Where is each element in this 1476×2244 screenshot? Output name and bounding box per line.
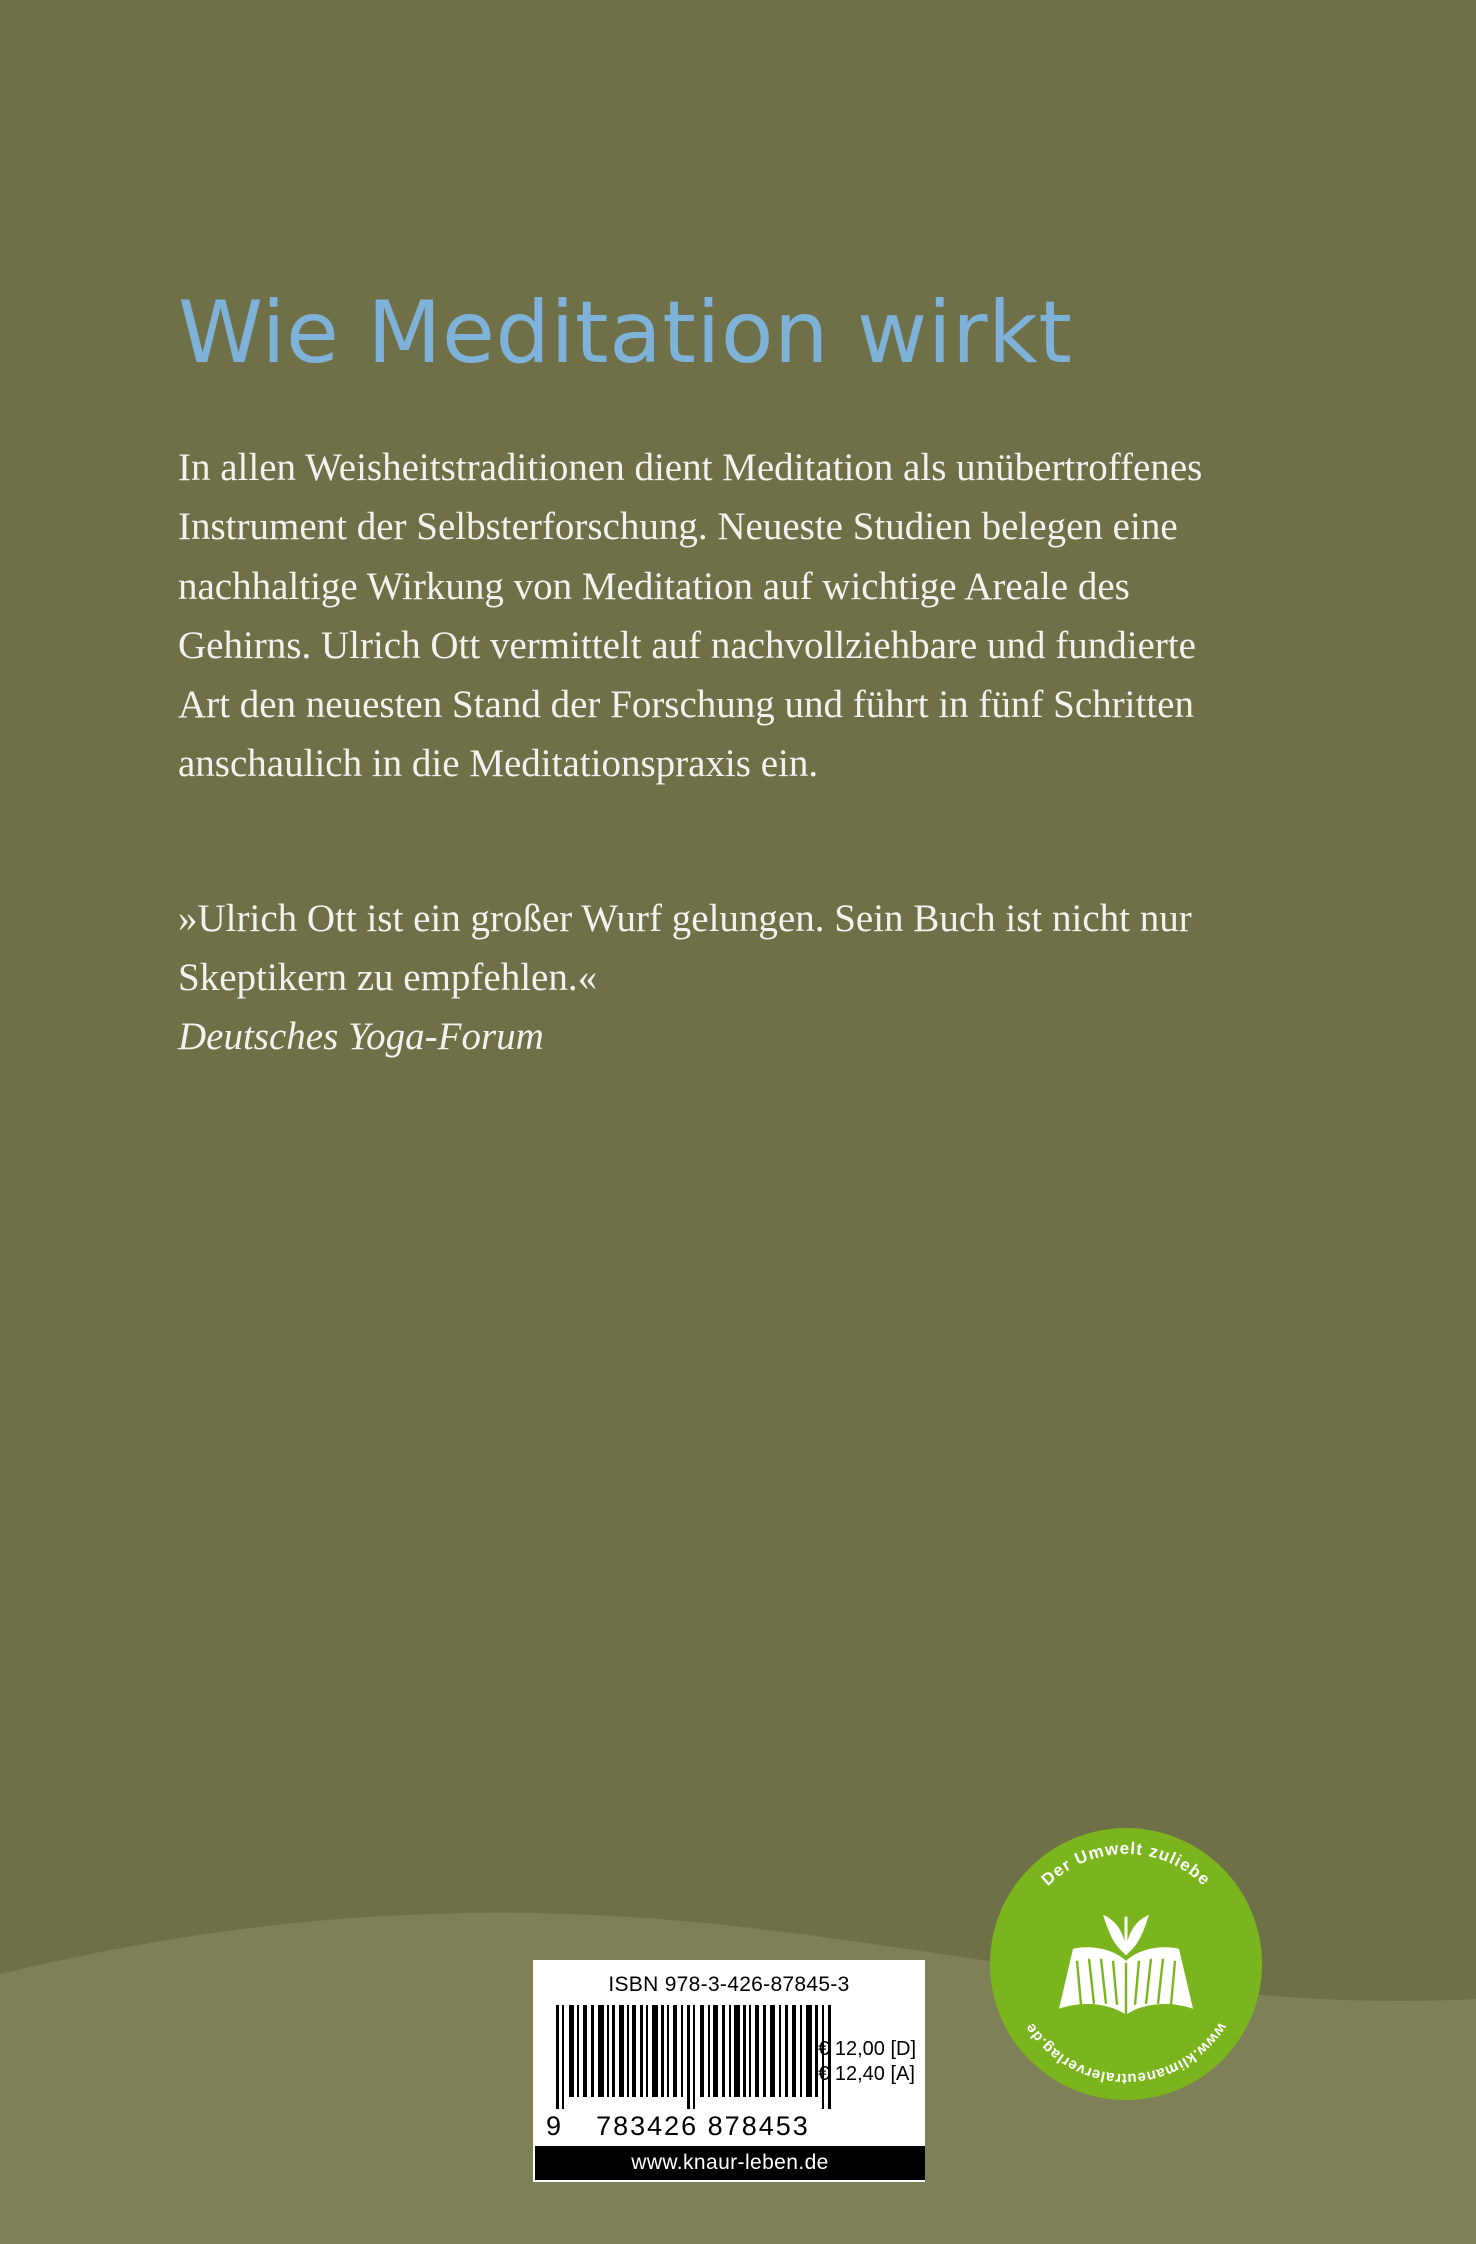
- barcode-icon: [542, 2005, 852, 2109]
- review-source: Deutsches Yoga-Forum: [178, 1015, 544, 1059]
- svg-text:www.klimaneutralerverlag.de: [1022, 2019, 1231, 2087]
- barcode-block: [533, 1960, 925, 2182]
- eco-seal-bottom-label: www.klimaneutralerverlag.de: [1021, 2019, 1231, 2088]
- barcode-digit-main: 783426 878453: [596, 2111, 810, 2141]
- svg-text:Der Umwelt zuliebe: [1038, 1839, 1215, 1890]
- open-book-with-leaf-icon: [1051, 1909, 1201, 2029]
- barcode-bars-group: [542, 2005, 852, 2141]
- page-title: Wie Meditation wirkt: [178, 283, 1073, 383]
- barcode-digit-prefix: 9: [546, 2111, 564, 2141]
- cover-text-content: [178, 283, 1298, 1066]
- price-germany: € 12,00 [D]: [818, 2038, 916, 2060]
- price-block: [818, 2037, 916, 2087]
- eco-seal-top-label: Der Umwelt zuliebe: [1037, 1838, 1215, 1890]
- barcode-digits: [542, 2111, 852, 2142]
- review-quote: »Ulrich Ott ist ein großer Wurf gelungen. Sein Buch ist nicht nur Skeptikern zu empfehlen.«: [178, 896, 1192, 999]
- quote-block: [178, 889, 1298, 1067]
- price-austria: € 12,40 [A]: [818, 2063, 915, 2085]
- publisher-url: www.knaur-leben.de: [535, 2146, 925, 2180]
- blurb-paragraph: In allen Weisheitstraditionen dient Meditation als unübertroffenes Instrument der Selbsterforschung. Neueste Studien belegen eine nachhaltige Wirkung von Meditation auf wichtige Areale des Gehirns. Ulrich Ott vermittelt auf nachvollziehbare und fundierte Art den neuesten Stand der Forschung und führt in fünf Schritten anschaulich in die Meditationspraxis ein.: [178, 446, 1203, 786]
- eco-seal: [990, 1828, 1262, 2100]
- isbn-label: ISBN 978-3-426-87845-3: [608, 1973, 850, 1996]
